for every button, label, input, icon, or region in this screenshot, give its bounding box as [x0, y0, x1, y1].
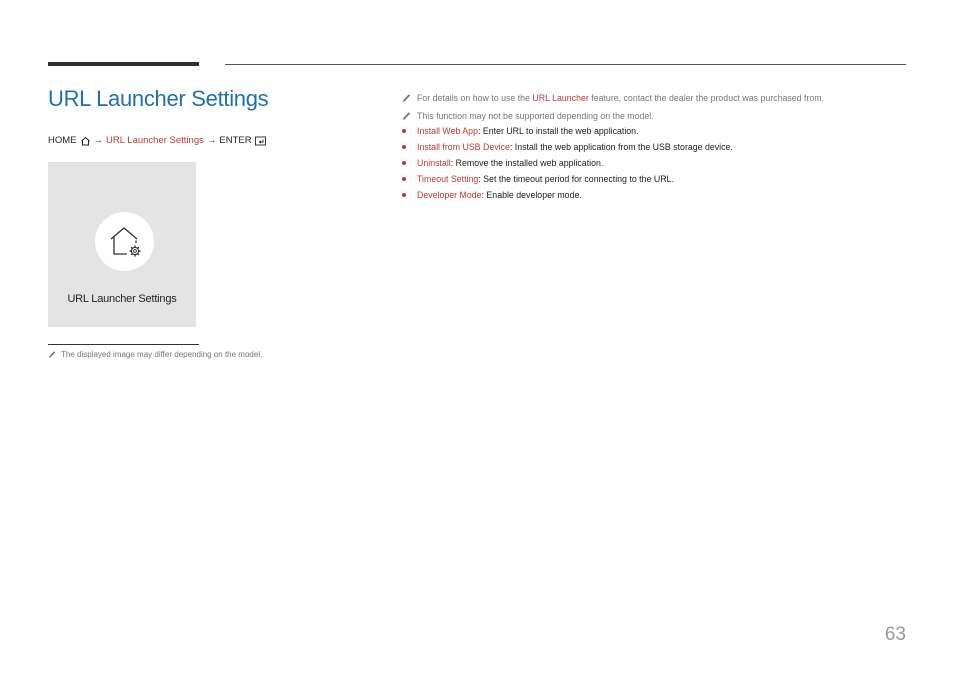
- path-arrow: →: [206, 135, 217, 146]
- top-rule: [225, 64, 906, 65]
- pencil-icon: [402, 111, 411, 121]
- note-text: For details on how to use the URL Launcher feature, contact the dealer the product was purchased from.: [417, 93, 825, 103]
- option-desc: : Set the timeout period for connecting to the URL.: [478, 174, 674, 184]
- pencil-icon: [402, 93, 411, 103]
- settings-thumbnail: [48, 162, 196, 327]
- option-term: Developer Mode: [417, 190, 482, 200]
- list-item: [402, 155, 733, 171]
- option-term: Uninstall: [417, 158, 451, 168]
- notes: [402, 89, 824, 125]
- option-desc: : Install the web application from the USB storage device.: [509, 142, 733, 152]
- path-arrow: →: [93, 135, 103, 146]
- option-desc: : Enter URL to install the web application.: [477, 126, 639, 136]
- list-item: [402, 187, 733, 203]
- list-item: [402, 123, 733, 139]
- path-home: HOME: [48, 135, 77, 146]
- enter-icon: [255, 136, 267, 146]
- bullet-icon: [402, 177, 406, 181]
- top-bar-accent: [48, 62, 199, 66]
- page-title: URL Launcher Settings: [48, 86, 269, 111]
- pencil-icon: [48, 350, 56, 359]
- url-launcher-link: URL Launcher: [532, 93, 589, 103]
- note-item: [402, 89, 824, 107]
- menu-path: [48, 135, 267, 146]
- option-list: [402, 123, 733, 203]
- page-number: 63: [884, 624, 906, 645]
- option-desc: : Enable developer mode.: [481, 190, 582, 200]
- bullet-icon: [402, 129, 406, 133]
- footnote-text: The displayed image may differ depending on the model.: [61, 350, 263, 359]
- option-desc: : Remove the installed web application.: [450, 158, 604, 168]
- option-term: Timeout Setting: [417, 174, 479, 184]
- option-term: Install Web App: [417, 126, 478, 136]
- path-item: URL Launcher Settings: [106, 135, 204, 146]
- footnote-rule: [48, 344, 199, 345]
- note-text: This function may not be supported depending on the model.: [417, 111, 654, 121]
- list-item: [402, 139, 733, 155]
- home-icon: [80, 136, 91, 146]
- bullet-icon: [402, 193, 406, 197]
- path-enter: ENTER: [219, 135, 252, 146]
- option-term: Install from USB Device: [417, 142, 510, 152]
- bullet-icon: [402, 145, 406, 149]
- bullet-icon: [402, 161, 406, 165]
- thumbnail-label: URL Launcher Settings: [67, 293, 177, 305]
- list-item: [402, 171, 733, 187]
- home-gear-icon: [95, 212, 154, 271]
- footnote: [48, 350, 262, 359]
